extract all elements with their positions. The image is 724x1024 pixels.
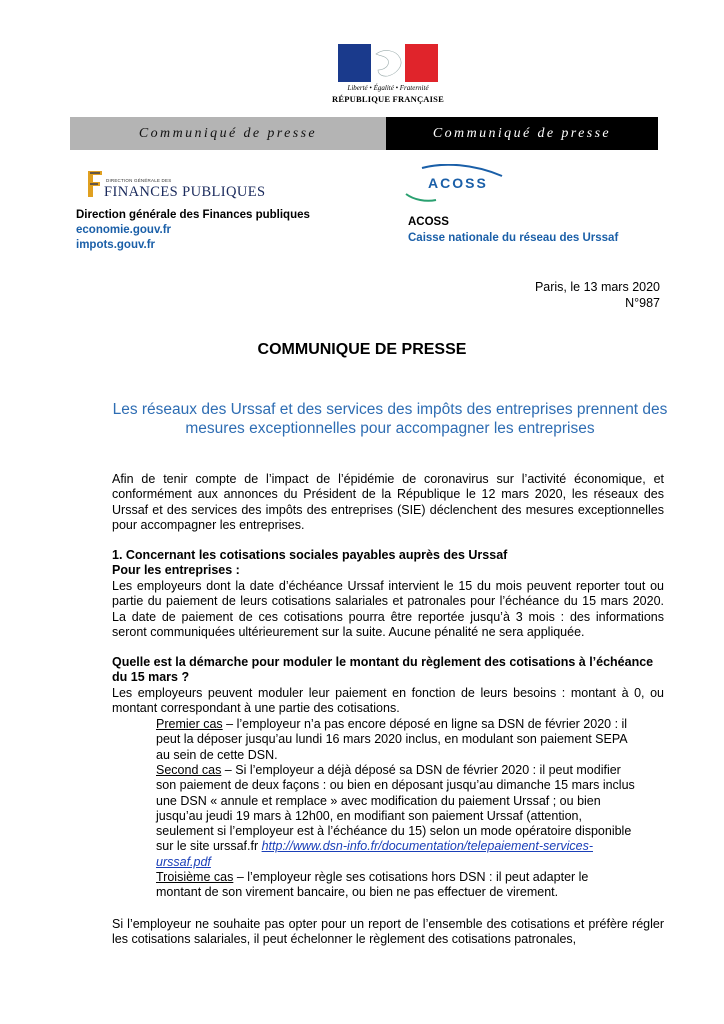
section-1-question: Quelle est la démarche pour moduler le montant du règlement des cotisations à l’échéance du 15 mars ? [112, 655, 654, 685]
section-1-title: 1. Concernant les cotisations sociales payables auprès des Urssaf [112, 548, 508, 562]
dgfip-logo-big-text: FINANCES PUBLIQUES [104, 184, 266, 200]
date-block [535, 279, 660, 311]
case-2-label: Second cas [156, 763, 222, 777]
case-1-text: – l’employeur n’a pas encore déposé en ligne sa DSN de février 2020 : il peut la déposer jusqu’au lundi 16 mars 2020 inclus, en modulant son paiement SEPA au sein de cette DSN. [156, 717, 628, 762]
dsn-info-link[interactable]: http://www.dsn-info.fr/documentation/telepaiement-services-urssaf.pdf [156, 839, 593, 869]
dgfip-f-icon [84, 169, 106, 199]
closing-paragraph: Si l’employeur ne souhaite pas opter pour un report de l’ensemble des cotisations et préfère régler les cotisations salariales, il peut échelonner le règlement des cotisations patronales, [112, 917, 664, 947]
case-1-label: Premier cas [156, 717, 223, 731]
impots-link[interactable]: impots.gouv.fr [76, 239, 156, 251]
headline: Les réseaux des Urssaf et des services des impôts des entreprises prennent des mesures exceptionnelles pour accompagner les entreprises [112, 401, 668, 437]
acoss-name: ACOSS [408, 216, 449, 228]
section-1-answer: Les employeurs peuvent moduler leur paiement en fonction de leurs besoins : montant à 0, ou montant correspondant à une partie des cotisations. [112, 686, 664, 716]
dgfip-name: Direction générale des Finances publiques [76, 209, 310, 221]
case-1 [156, 717, 636, 763]
press-number: N°987 [625, 296, 660, 310]
banner-right-text: Communiqué de presse [432, 126, 612, 141]
case-3 [156, 870, 636, 901]
section-1-subtitle: Pour les entreprises : [112, 563, 240, 577]
acoss-subtitle: Caisse nationale du réseau des Urssaf [408, 232, 619, 244]
case-2 [156, 763, 636, 870]
date: Paris, le 13 mars 2020 [534, 280, 660, 294]
case-3-label: Troisième cas [156, 870, 234, 884]
economie-link[interactable]: economie.gouv.fr [76, 224, 171, 236]
case-2-text: – Si l’employeur a déjà déposé sa DSN de février 2020 : il peut modifier son paiement de deux façons : ou bien en déposant jusqu’au dimanche 15 mars inclus une DSN « annule et remplace » avec modification du paiement Urssaf ; ou bien jusqu’au jeudi 19 mars à 12h00, en modifiant son paiement Urssaf (attention, seulement si l’employeur est à l’échéance du 15) selon un mode opératoire disponible sur le site urssaf.fr [156, 763, 635, 854]
page-title: COMMUNIQUE DE PRESSE [257, 341, 467, 358]
acoss-logo-text: ACOSS [428, 175, 488, 191]
banner-left-text: Communiqué de presse [138, 126, 318, 141]
banner-right [386, 117, 658, 150]
banner-left [70, 117, 386, 150]
case-3-text: – l’employeur règle ses cotisations hors DSN : il peut adapter le montant de son virement bancaire, ou bien ne pas effectuer de virement. [156, 870, 589, 900]
republic-name: RÉPUBLIQUE FRANÇAISE [332, 94, 444, 104]
intro-paragraph: Afin de tenir compte de l’impact de l’épidémie de coronavirus sur l’activité économique, et conformément aux annonces du Président de la République le 12 mars 2020, les réseaux des Urssaf et des services des impôts des entreprises (SIE) déclenchent des mesures exceptionnelles pour accompagner les entreprises. [112, 472, 664, 532]
dgfip-logo-small-text: DIRECTION GÉNÉRALE DES [106, 178, 172, 183]
republic-motto: Liberté • Égalité • Fraternité [347, 84, 429, 92]
section-1-paragraph: Les employeurs dont la date d’échéance Urssaf intervient le 15 du mois peuvent reporter tout ou partie du paiement de leurs cotisations salariales et patronales pour l’échéance du 15 mars 2020. La date de paiement de ces cotisations pourra être reportée jusqu’à 3 mois : des informations seront communiquées ultérieurement sur la suite. Aucune pénalité ne sera appliquée. [112, 579, 664, 639]
